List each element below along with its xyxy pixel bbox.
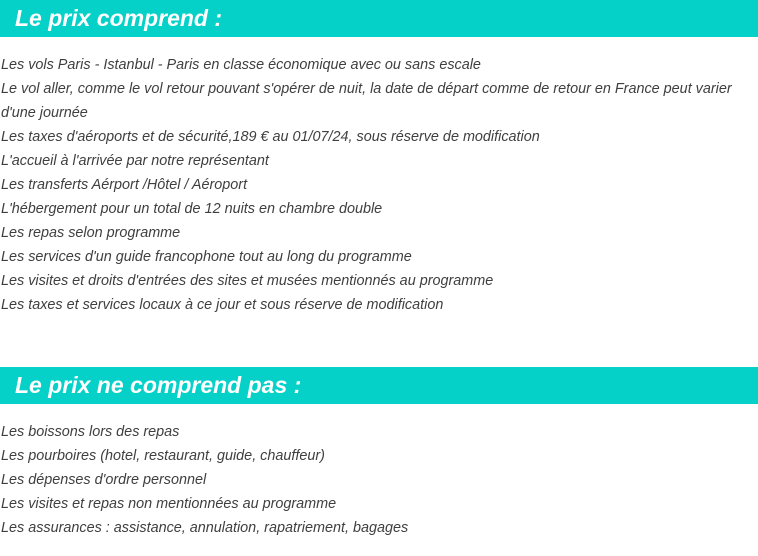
list-item: Les repas selon programme — [1, 225, 181, 241]
list-item: Les vols Paris - Istanbul - Paris en classe économique avec ou sans escale — [1, 57, 481, 73]
excluded-list — [0, 420, 758, 540]
list-item: Les services d'un guide francophone tout au long du programme — [1, 249, 412, 265]
list-item: Les visites et repas non mentionnées au programme — [1, 496, 337, 512]
included-heading: Le prix comprend : — [0, 0, 758, 37]
excluded-section — [0, 367, 758, 540]
list-item: Les assurances : assistance, annulation, rapatriement, bagages — [1, 520, 409, 536]
list-item: Les boissons lors des repas — [1, 424, 180, 440]
list-item: Les transferts Aérport /Hôtel / Aéroport — [1, 177, 248, 193]
list-item: Les visites et droits d'entrées des sites et musées mentionnés au programme — [1, 273, 494, 289]
list-item: Les taxes et services locaux à ce jour et sous réserve de modification — [1, 297, 444, 313]
list-item: Les dépenses d'ordre personnel — [1, 472, 207, 488]
list-item: L'hébergement pour un total de 12 nuits en chambre double — [1, 201, 383, 217]
list-item: L'accueil à l'arrivée par notre représentant — [1, 153, 269, 169]
included-list — [0, 53, 758, 317]
excluded-heading: Le prix ne comprend pas : — [0, 367, 758, 404]
list-item: Les pourboires (hotel, restaurant, guide, chauffeur) — [1, 448, 325, 464]
list-item: Les taxes d'aéroports et de sécurité,189 € au 01/07/24, sous réserve de modification — [1, 129, 540, 145]
list-item: Le vol aller, comme le vol retour pouvant s'opérer de nuit, la date de départ comme de retour en France peut varier d'une journée — [1, 81, 732, 121]
